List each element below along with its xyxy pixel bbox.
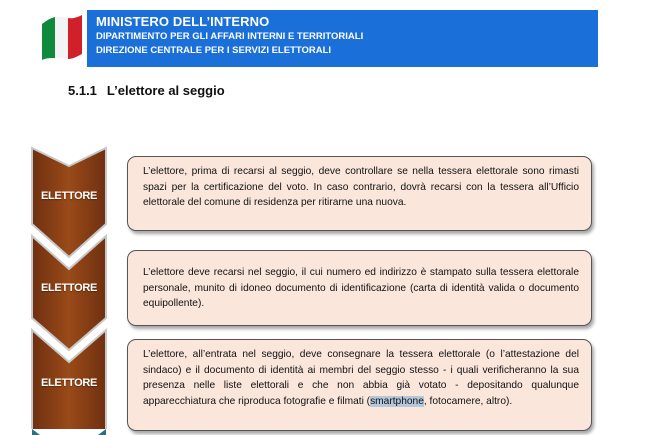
step-text-box-2 (127, 250, 592, 326)
direction-name: DIREZIONE CENTRALE PER I SERVIZI ELETTORALI (96, 45, 332, 56)
department-name: DIPARTIMENTO PER GLI AFFARI INTERNI E TERRITORIALI (96, 31, 364, 42)
section-number: 5.1.1 (68, 83, 97, 98)
step-text-box-1 (127, 156, 592, 231)
chevron-shape-1 (32, 148, 106, 257)
ministry-name: MINISTERO DELL’INTERNO (96, 14, 270, 29)
step-text-3-after: , fotocamere, altro). (423, 395, 513, 407)
step-text-2: L’elettore deve recarsi nel seggio, il cui numero ed indirizzo è stampato sulla tessera elettorale personale, munito di idoneo documento di identificazione (carta di identità valida o documento equipollente). (143, 267, 579, 309)
step-label-1: ELETTORE (40, 190, 98, 202)
step-text-1: L’elettore, prima di recarsi al seggio, deve controllare se nella tessera elettorale sono rimasti spazi per la certificazione del voto. In caso contrario, dovrà recarsi con la tessera all’Ufficio elettorale del comune di residenza per ritirarne una nuova. (143, 166, 579, 208)
step-text-box-3 (127, 339, 592, 431)
step-label-3: ELETTORE (40, 377, 98, 389)
step-label-2: ELETTORE (40, 282, 98, 294)
step-text-3-before: L’elettore, all’entrata nel seggio, deve consegnare la tessera elettorale (o l’attestazione del sindaco) e il documento di identità ai membri del seggio stesso - i quali verificheranno la sua presenza nelle liste elettorali e che non abbia già votato - depositando qualunque apparecchiatura che riproduca fotografie e filmati ( (143, 349, 579, 407)
section-title: L’elettore al seggio (106, 83, 225, 98)
smartphone-highlight: smartphone (370, 395, 424, 407)
